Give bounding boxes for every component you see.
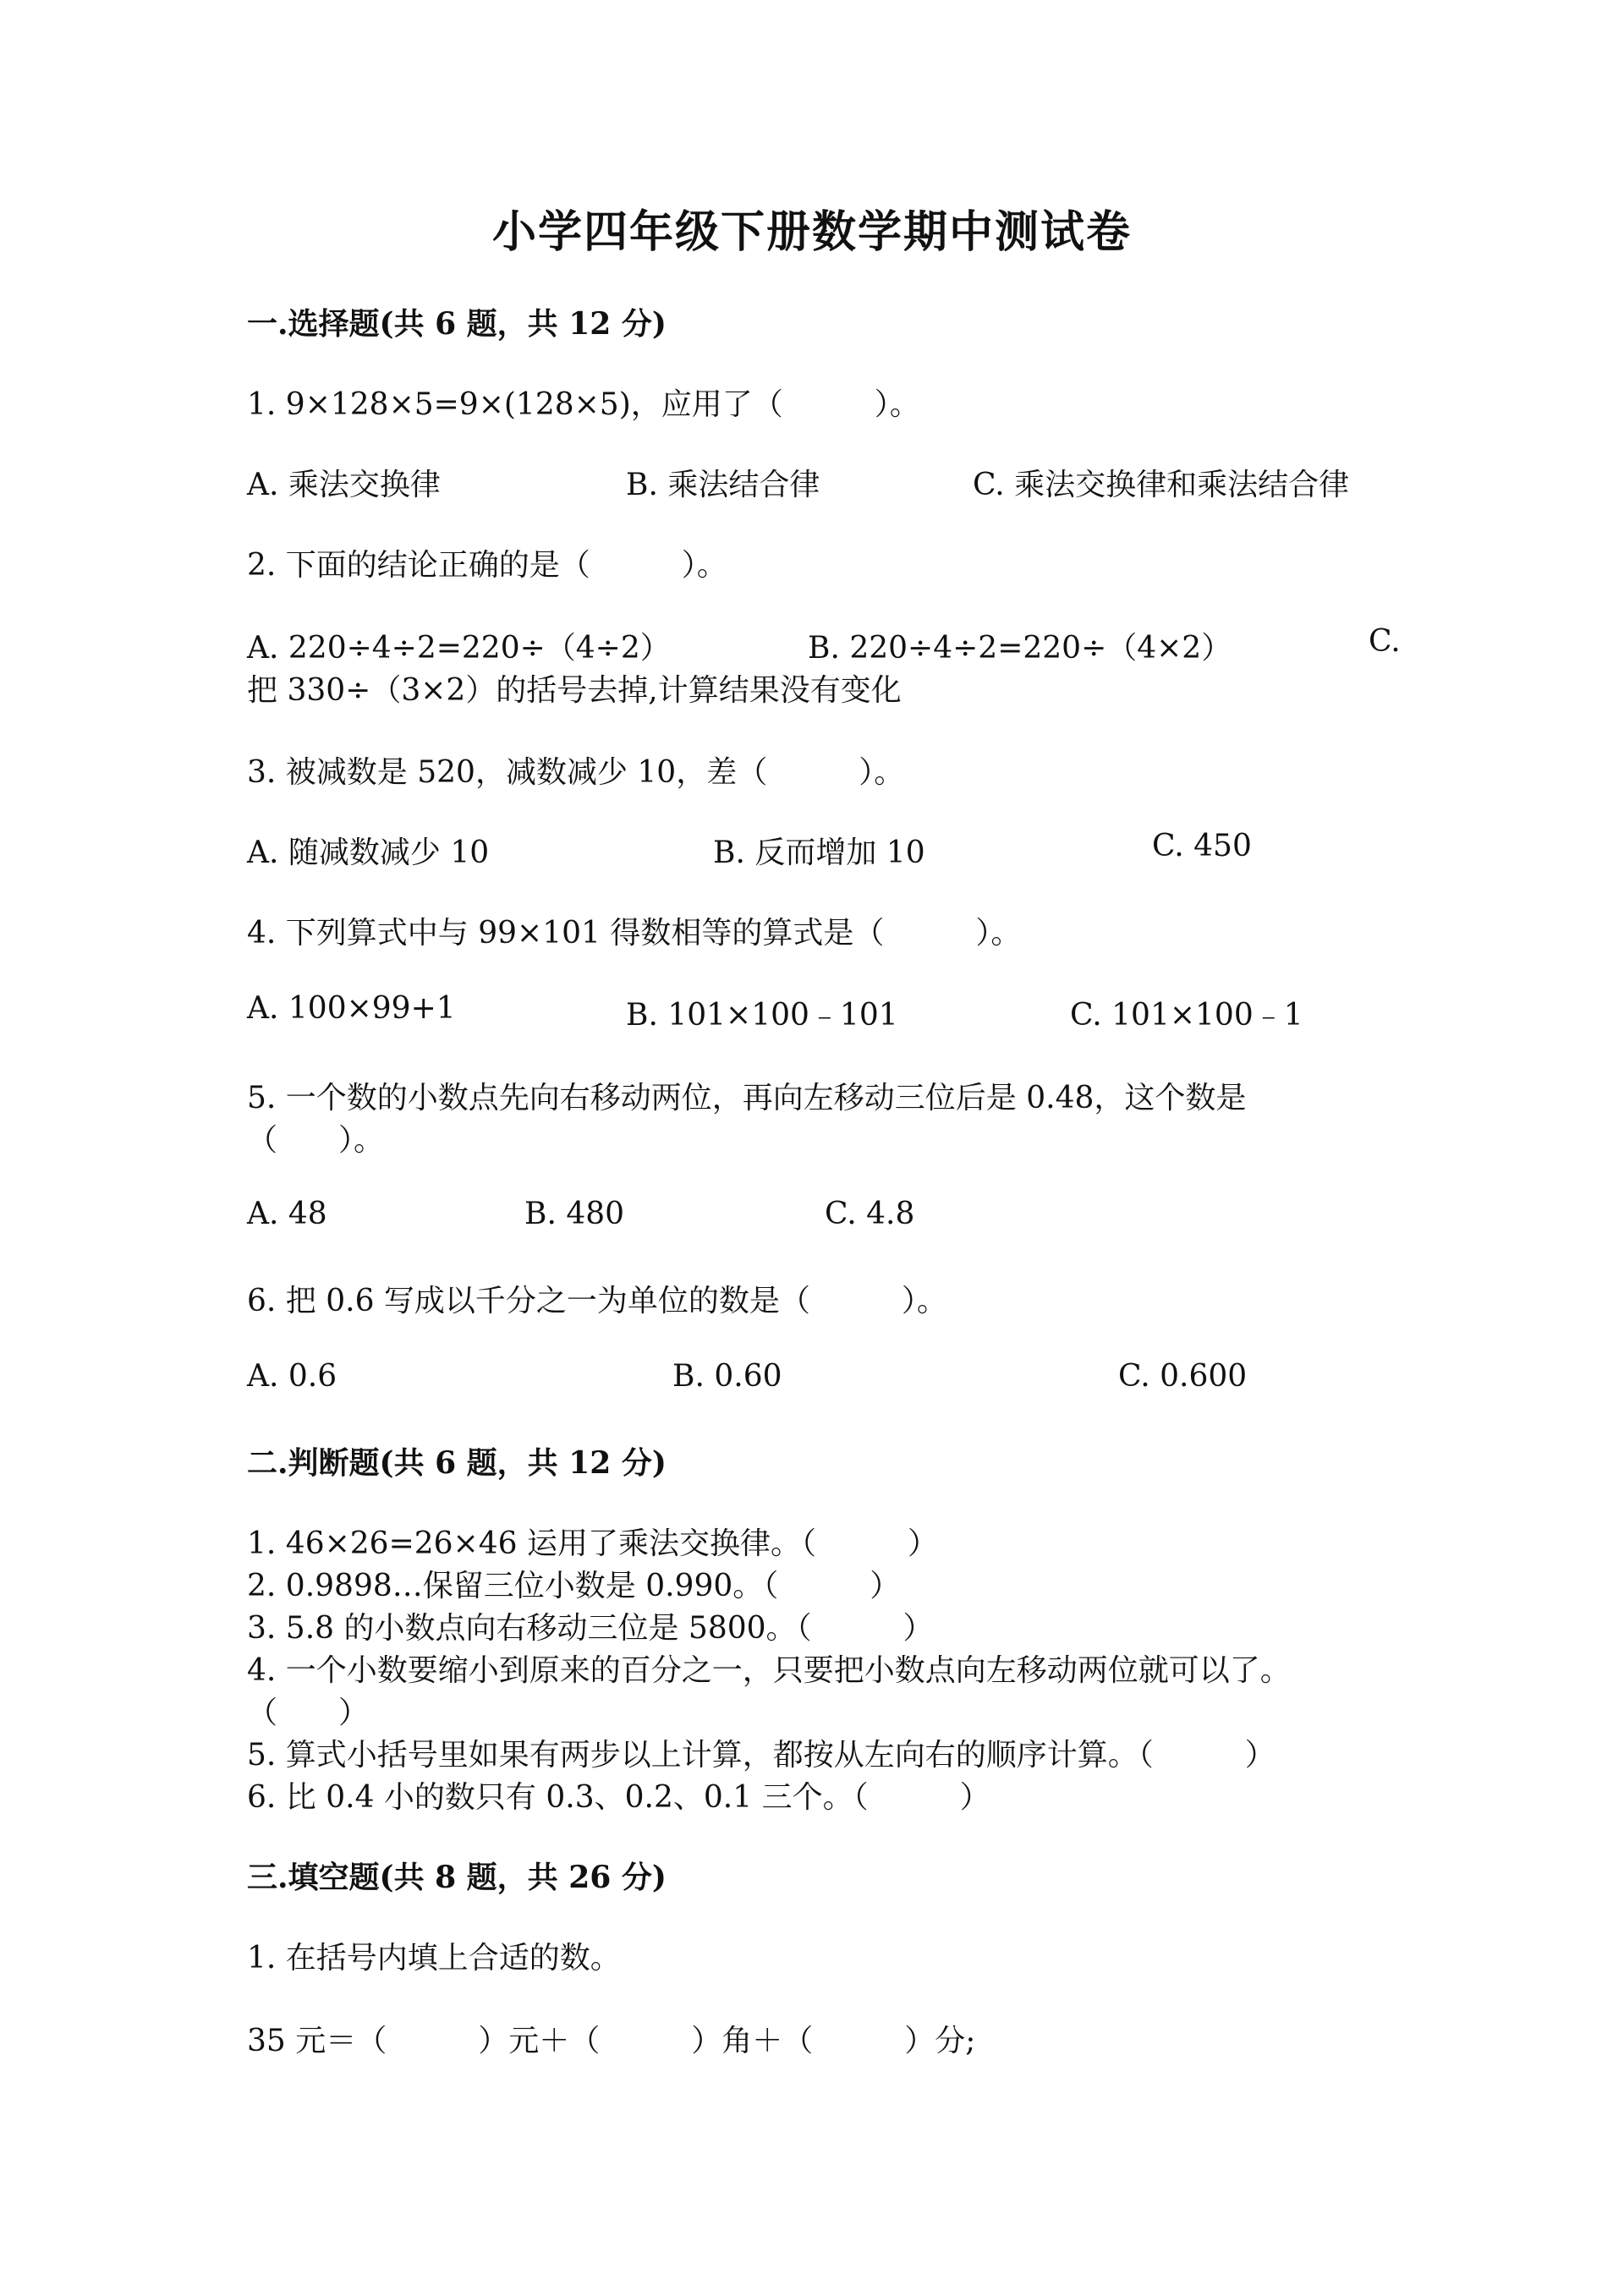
choice-q3-option-c: C. 450: [1152, 829, 1252, 863]
judge-q4-cont: （ ）: [247, 1696, 370, 1730]
choice-q1-option-a: A. 乘法交换律: [247, 468, 441, 502]
choice-q3-option-a: A. 随减数减少 10: [247, 836, 490, 870]
choice-q1-option-c: C. 乘法交换律和乘法结合律: [973, 468, 1350, 502]
choice-q3-stem: 3. 被减数是 520，减数减少 10，差（ ）。: [247, 755, 905, 790]
choice-q4-option-b: B. 101×100﹣101: [626, 998, 898, 1033]
choice-q5-option-c: C. 4.8: [825, 1197, 915, 1231]
choice-q4-option-c: C. 101×100﹣1: [1070, 998, 1303, 1033]
choice-q2-option-b: B. 220÷4÷2=220÷（4×2）: [808, 631, 1232, 666]
choice-q4-option-a: A. 100×99+1: [247, 991, 456, 1026]
choice-q5-stem-cont: （ ）。: [247, 1123, 385, 1158]
choice-q2-option-c-text: 把 330÷（3×2）的括号去掉,计算结果没有变化: [247, 673, 902, 708]
choice-q2-stem: 2. 下面的结论正确的是（ ）。: [247, 548, 727, 583]
page-title: 小学四年级下册数学期中测试卷: [491, 206, 1132, 258]
judge-q3: 3. 5.8 的小数点向右移动三位是 5800。（ ）: [247, 1611, 934, 1646]
section-heading-fill: 三.填空题(共 8 题，共 26 分): [247, 1860, 667, 1895]
judge-q2: 2. 0.9898…保留三位小数是 0.990。（ ）: [247, 1569, 901, 1603]
choice-q2-option-c: C.: [1369, 624, 1401, 659]
choice-q6-option-a: A. 0.6: [247, 1359, 337, 1394]
section-heading-judge: 二.判断题(共 6 题，共 12 分): [247, 1445, 667, 1481]
section-heading-choice: 一.选择题(共 6 题，共 12 分): [247, 306, 667, 342]
choice-q4-stem: 4. 下列算式中与 99×101 得数相等的算式是（ ）。: [247, 916, 1022, 951]
choice-q5-stem: 5. 一个数的小数点先向右移动两位，再向左移动三位后是 0.48，这个数是: [247, 1081, 1247, 1115]
choice-q6-option-c: C. 0.600: [1118, 1359, 1248, 1394]
judge-q4: 4. 一个小数要缩小到原来的百分之一，只要把小数点向左移动两位就可以了。: [247, 1653, 1291, 1688]
choice-q1-stem: 1. 9×128×5=9×(128×5)，应用了（ ）。: [247, 387, 920, 422]
judge-q5: 5. 算式小括号里如果有两步以上计算，都按从左向右的顺序计算。（ ）: [247, 1738, 1276, 1773]
fill-q1-stem: 1. 在括号内填上合适的数。: [247, 1941, 621, 1975]
judge-q1: 1. 46×26=26×46 运用了乘法交换律。（ ）: [247, 1526, 938, 1561]
fill-q1-line: 35 元＝（ ）元＋（ ）角＋（ ）分;: [247, 2024, 976, 2058]
choice-q1-option-b: B. 乘法结合律: [626, 468, 820, 502]
choice-q3-option-b: B. 反而增加 10: [713, 836, 925, 870]
choice-q5-option-a: A. 48: [247, 1197, 327, 1231]
choice-q2-option-a: A. 220÷4÷2=220÷（4÷2）: [247, 631, 671, 666]
judge-q6: 6. 比 0.4 小的数只有 0.3、0.2、0.1 三个。（ ）: [247, 1780, 990, 1815]
choice-q6-stem: 6. 把 0.6 写成以千分之一为单位的数是（ ）。: [247, 1284, 947, 1318]
choice-q6-option-b: B. 0.60: [672, 1359, 782, 1394]
choice-q5-option-b: B. 480: [524, 1197, 625, 1231]
